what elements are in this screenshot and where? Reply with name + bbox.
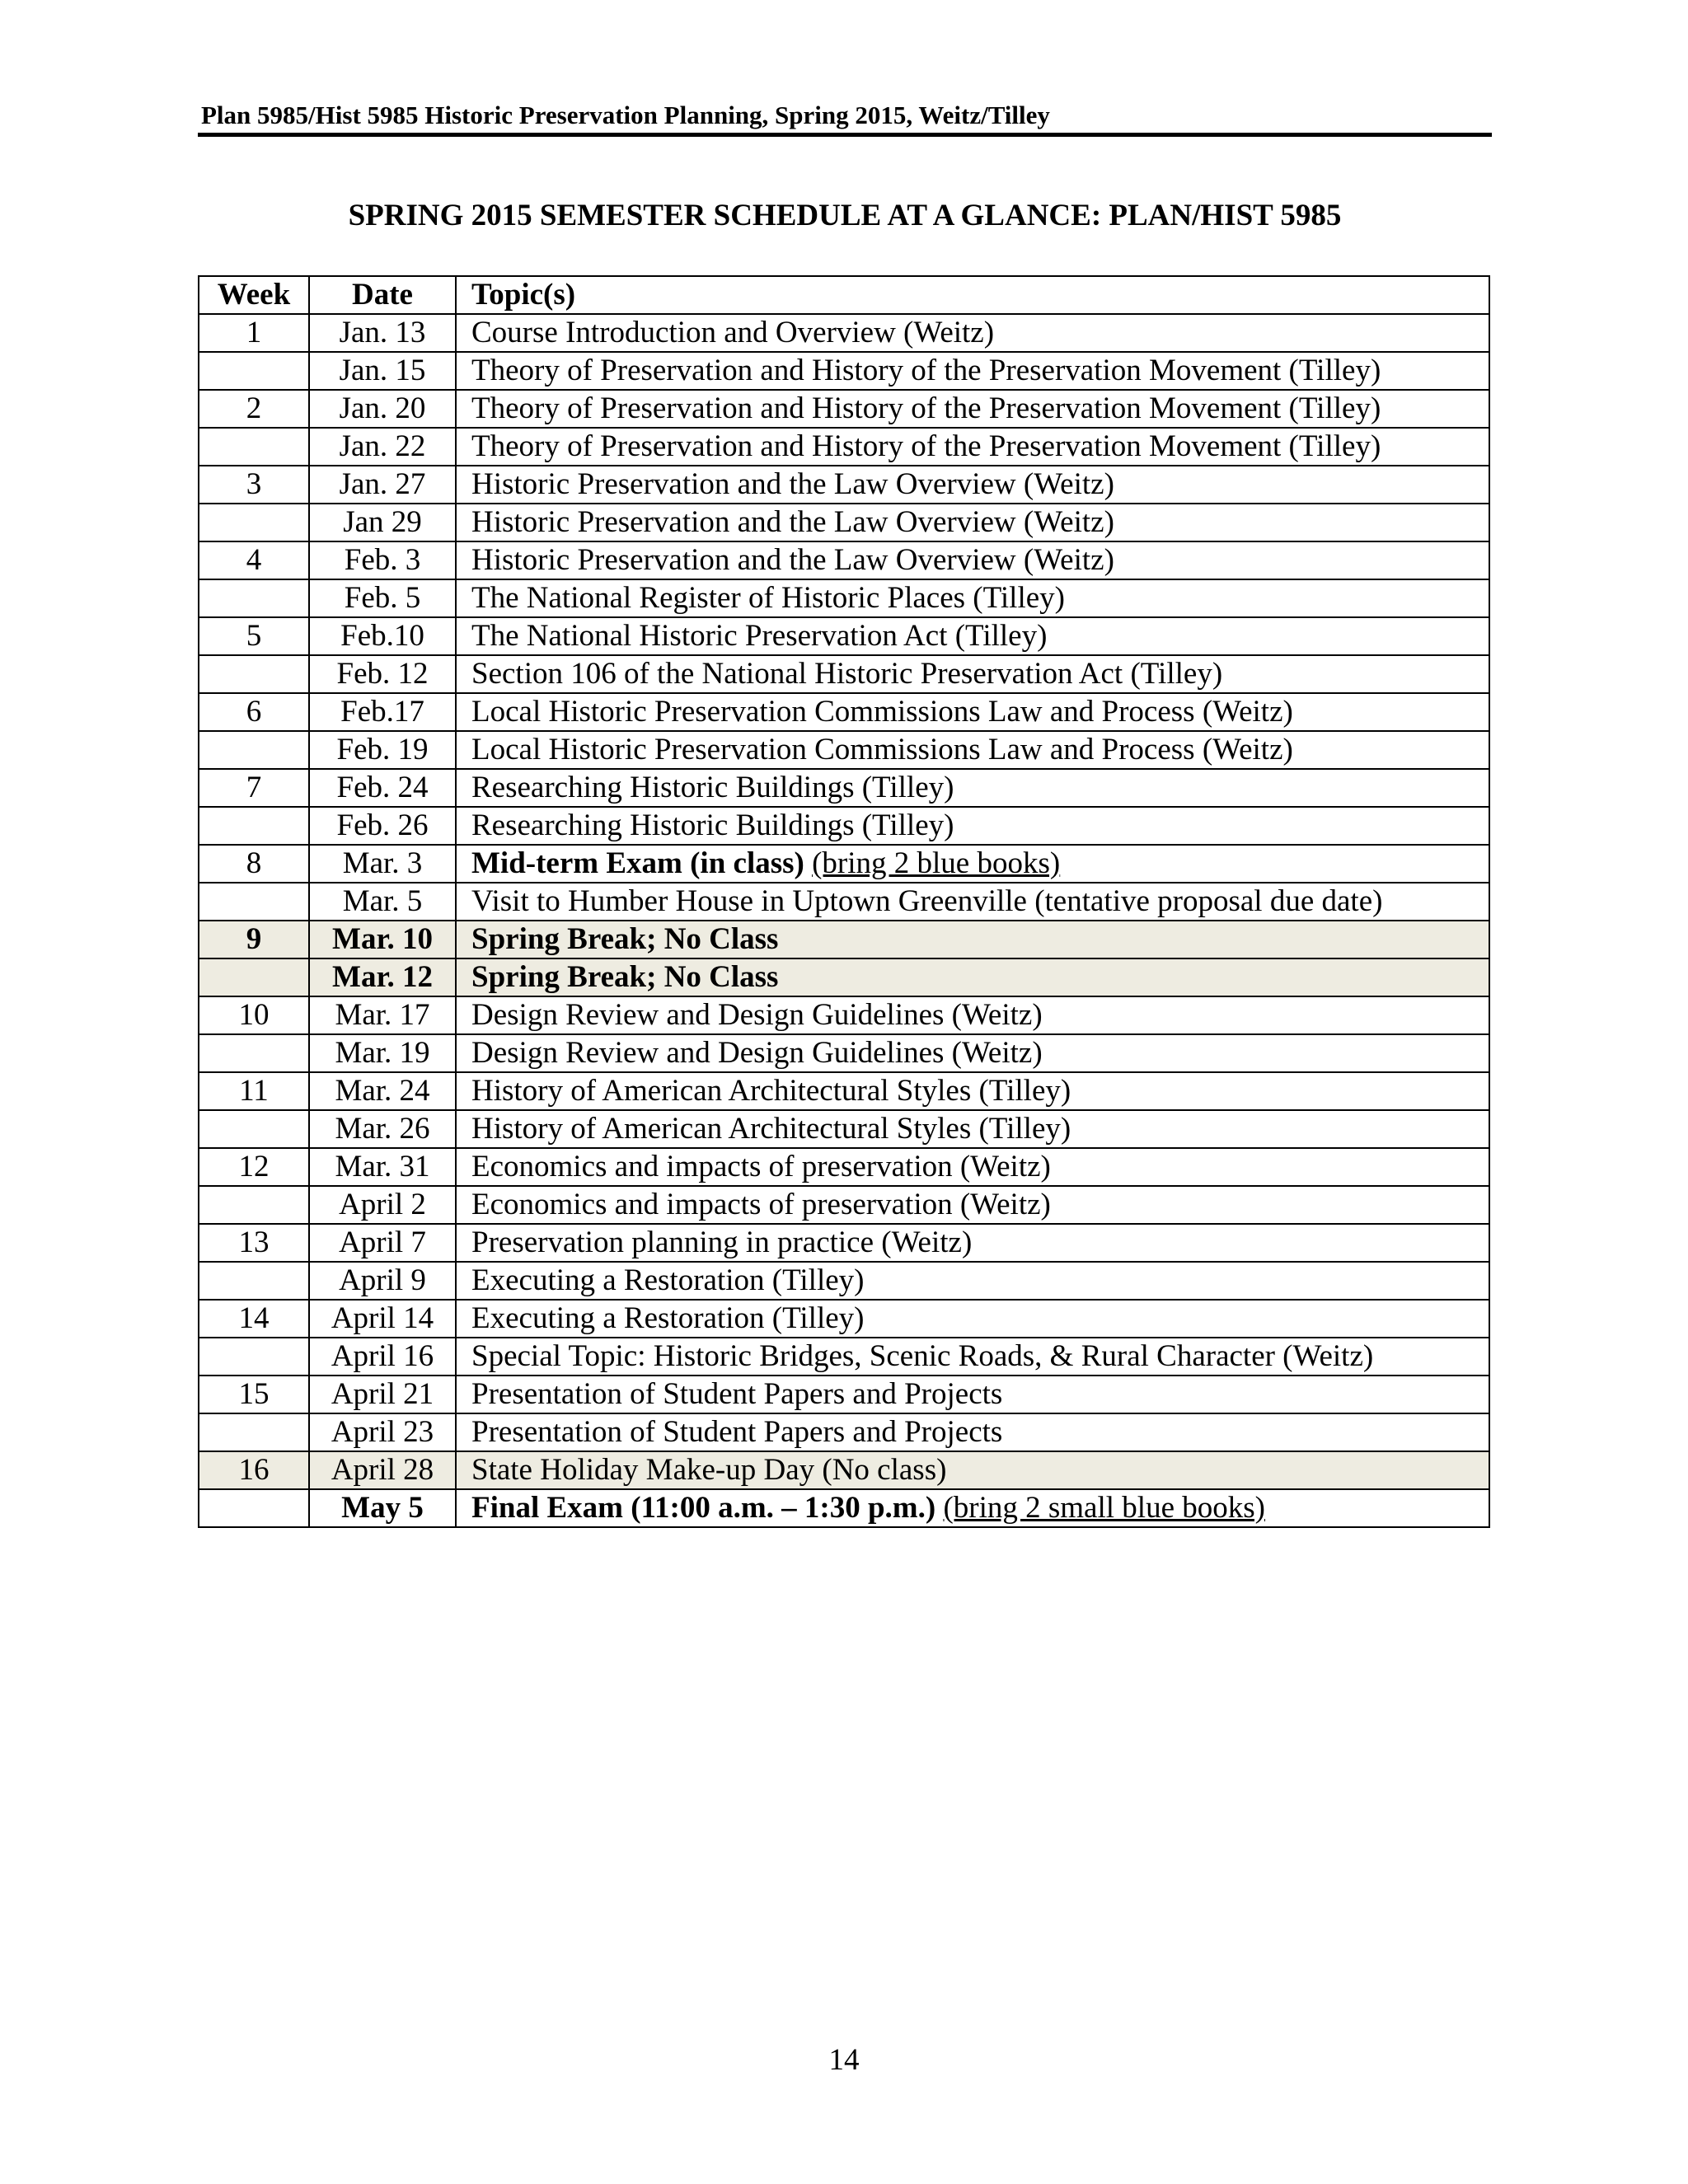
table-row <box>199 1451 1489 1489</box>
cell-week: 6 <box>199 693 309 731</box>
cell-week <box>199 579 309 617</box>
topic-text: Theory of Preservation and History of the Preservation Movement (Tilley) <box>471 429 1381 463</box>
table-row <box>199 541 1489 579</box>
table-row <box>199 466 1489 504</box>
table-row <box>199 352 1489 390</box>
topic-text: History of American Architectural Styles (Tilley) <box>471 1112 1071 1146</box>
cell-topic <box>456 1413 1489 1451</box>
cell-week <box>199 1186 309 1224</box>
cell-week: 1 <box>199 314 309 352</box>
cell-week: 7 <box>199 769 309 807</box>
cell-date: Mar. 19 <box>309 1034 456 1072</box>
topic-text: Theory of Preservation and History of the Preservation Movement (Tilley) <box>471 354 1381 387</box>
cell-week: 4 <box>199 541 309 579</box>
cell-date: Feb. 24 <box>309 769 456 807</box>
cell-topic <box>456 314 1489 352</box>
header-text: Plan 5985/Hist 5985 Historic Preservation Planning, Spring 2015, Weitz/Tilley <box>201 101 1050 129</box>
topic-text: Executing a Restoration (Tilley) <box>471 1301 865 1335</box>
topic-text: Section 106 of the National Historic Preservation Act (Tilley) <box>471 657 1223 691</box>
table-row <box>199 883 1489 921</box>
cell-week <box>199 958 309 996</box>
cell-topic <box>456 958 1489 996</box>
topic-text: Visit to Humber House in Uptown Greenville (tentative proposal due date) <box>471 884 1383 918</box>
cell-week: 2 <box>199 390 309 428</box>
table-row <box>199 1110 1489 1148</box>
topic-text: Presentation of Student Papers and Projects <box>471 1415 1003 1449</box>
topic-text: State Holiday Make-up Day (No class) <box>471 1453 947 1487</box>
cell-date: Mar. 31 <box>309 1148 456 1186</box>
table-header-row <box>199 276 1489 314</box>
topic-text: Historic Preservation and the Law Overview (Weitz) <box>471 467 1114 501</box>
cell-week: 9 <box>199 921 309 958</box>
cell-date: Jan. 27 <box>309 466 456 504</box>
topic-text: History of American Architectural Styles (Tilley) <box>471 1074 1071 1108</box>
topic-text: Historic Preservation and the Law Overview (Weitz) <box>471 505 1114 539</box>
topic-text: Researching Historic Buildings (Tilley) <box>471 808 954 842</box>
cell-topic <box>456 428 1489 466</box>
topic-text: The National Register of Historic Places (Tilley) <box>471 581 1065 615</box>
table-row <box>199 428 1489 466</box>
cell-topic <box>456 1262 1489 1300</box>
table-row <box>199 1034 1489 1072</box>
cell-topic <box>456 1300 1489 1338</box>
table-row <box>199 1072 1489 1110</box>
cell-week <box>199 883 309 921</box>
cell-date: April 2 <box>309 1186 456 1224</box>
cell-date: Feb.10 <box>309 617 456 655</box>
cell-topic <box>456 1148 1489 1186</box>
cell-week: 8 <box>199 845 309 883</box>
table-row <box>199 769 1489 807</box>
cell-week <box>199 1338 309 1376</box>
topic-text: Final Exam (11:00 a.m. – 1:30 p.m.) <box>471 1491 936 1525</box>
cell-week <box>199 655 309 693</box>
page-number: 14 <box>828 2043 860 2077</box>
table-row <box>199 1224 1489 1262</box>
cell-date: April 9 <box>309 1262 456 1300</box>
cell-date: April 14 <box>309 1300 456 1338</box>
topic-text: Special Topic: Historic Bridges, Scenic Roads, & Rural Character (Weitz) <box>471 1339 1374 1373</box>
cell-week: 14 <box>199 1300 309 1338</box>
cell-week: 10 <box>199 996 309 1034</box>
table-row <box>199 314 1489 352</box>
table-row <box>199 1338 1489 1376</box>
cell-week <box>199 1034 309 1072</box>
topic-note: (bring 2 small blue books) <box>943 1491 1265 1525</box>
cell-date: Jan 29 <box>309 504 456 541</box>
schedule-body <box>199 314 1489 1527</box>
cell-topic <box>456 352 1489 390</box>
cell-topic <box>456 541 1489 579</box>
cell-topic <box>456 655 1489 693</box>
cell-week <box>199 1110 309 1148</box>
header-topic: Topic(s) <box>456 276 1489 314</box>
cell-week <box>199 428 309 466</box>
cell-date: April 28 <box>309 1451 456 1489</box>
cell-week: 11 <box>199 1072 309 1110</box>
cell-date: Feb. 5 <box>309 579 456 617</box>
table-row <box>199 390 1489 428</box>
topic-text: Local Historic Preservation Commissions Law and Process (Weitz) <box>471 733 1293 766</box>
cell-topic <box>456 845 1489 883</box>
cell-topic <box>456 1110 1489 1148</box>
topic-text: Mid-term Exam (in class) <box>471 846 804 880</box>
cell-topic <box>456 769 1489 807</box>
cell-week: 13 <box>199 1224 309 1262</box>
header-week: Week <box>199 276 309 314</box>
cell-date: Feb.17 <box>309 693 456 731</box>
cell-date: Mar. 12 <box>309 958 456 996</box>
schedule-table <box>198 275 1490 1528</box>
table-row <box>199 1376 1489 1413</box>
cell-topic <box>456 1451 1489 1489</box>
cell-date: April 7 <box>309 1224 456 1262</box>
cell-date: Mar. 26 <box>309 1110 456 1148</box>
cell-date: Jan. 13 <box>309 314 456 352</box>
table-row <box>199 1413 1489 1451</box>
topic-text: Course Introduction and Overview (Weitz) <box>471 316 995 349</box>
table-row <box>199 693 1489 731</box>
table-row <box>199 996 1489 1034</box>
cell-date: Jan. 22 <box>309 428 456 466</box>
cell-topic <box>456 1072 1489 1110</box>
topic-text: The National Historic Preservation Act (Tilley) <box>471 619 1048 653</box>
cell-topic <box>456 693 1489 731</box>
topic-text: Preservation planning in practice (Weitz) <box>471 1226 973 1259</box>
cell-date: April 16 <box>309 1338 456 1376</box>
cell-date: April 21 <box>309 1376 456 1413</box>
cell-week: 12 <box>199 1148 309 1186</box>
topic-text: Theory of Preservation and History of the Preservation Movement (Tilley) <box>471 391 1381 425</box>
topic-text: Historic Preservation and the Law Overview (Weitz) <box>471 543 1114 577</box>
table-row <box>199 921 1489 958</box>
cell-week <box>199 504 309 541</box>
cell-topic <box>456 1224 1489 1262</box>
cell-date: Feb. 3 <box>309 541 456 579</box>
topic-text: Presentation of Student Papers and Projects <box>471 1377 1003 1411</box>
cell-week: 5 <box>199 617 309 655</box>
cell-week <box>199 1262 309 1300</box>
cell-topic <box>456 1186 1489 1224</box>
topic-text: Executing a Restoration (Tilley) <box>471 1263 865 1297</box>
cell-topic <box>456 1376 1489 1413</box>
table-row <box>199 579 1489 617</box>
cell-topic <box>456 390 1489 428</box>
cell-topic <box>456 807 1489 845</box>
cell-topic <box>456 1489 1489 1527</box>
topic-text: Economics and impacts of preservation (Weitz) <box>471 1188 1051 1221</box>
cell-date: Mar. 5 <box>309 883 456 921</box>
cell-topic <box>456 466 1489 504</box>
cell-topic <box>456 1338 1489 1376</box>
cell-date: Mar. 17 <box>309 996 456 1034</box>
cell-week <box>199 807 309 845</box>
topic-text: Design Review and Design Guidelines (Weitz) <box>471 998 1043 1032</box>
cell-topic <box>456 883 1489 921</box>
topic-text: Economics and impacts of preservation (Weitz) <box>471 1150 1051 1183</box>
table-row <box>199 731 1489 769</box>
topic-text: Local Historic Preservation Commissions Law and Process (Weitz) <box>471 695 1293 729</box>
cell-week <box>199 352 309 390</box>
table-row <box>199 845 1489 883</box>
cell-date: April 23 <box>309 1413 456 1451</box>
cell-date: Jan. 20 <box>309 390 456 428</box>
table-row <box>199 1300 1489 1338</box>
topic-text: Spring Break; No Class <box>471 922 779 956</box>
cell-date: Jan. 15 <box>309 352 456 390</box>
cell-topic <box>456 1034 1489 1072</box>
table-row <box>199 807 1489 845</box>
page-header <box>198 97 1492 137</box>
cell-topic <box>456 731 1489 769</box>
cell-week: 3 <box>199 466 309 504</box>
topic-text: Design Review and Design Guidelines (Weitz) <box>471 1036 1043 1070</box>
cell-topic <box>456 921 1489 958</box>
document-title: SPRING 2015 SEMESTER SCHEDULE AT A GLANCE: PLAN/HIST 5985 <box>348 199 1342 232</box>
topic-text: Spring Break; No Class <box>471 960 779 994</box>
cell-week: 15 <box>199 1376 309 1413</box>
table-row <box>199 1186 1489 1224</box>
cell-topic <box>456 579 1489 617</box>
table-row <box>199 1262 1489 1300</box>
table-row <box>199 1489 1489 1527</box>
cell-date: Feb. 19 <box>309 731 456 769</box>
table-row <box>199 655 1489 693</box>
cell-date: Mar. 10 <box>309 921 456 958</box>
cell-week: 16 <box>199 1451 309 1489</box>
cell-topic <box>456 617 1489 655</box>
cell-date: May 5 <box>309 1489 456 1527</box>
cell-date: Feb. 12 <box>309 655 456 693</box>
cell-date: Mar. 24 <box>309 1072 456 1110</box>
table-row <box>199 958 1489 996</box>
topic-note: (bring 2 blue books) <box>812 846 1061 880</box>
table-row <box>199 1148 1489 1186</box>
cell-date: Feb. 26 <box>309 807 456 845</box>
cell-topic <box>456 996 1489 1034</box>
cell-week <box>199 1489 309 1527</box>
cell-week <box>199 1413 309 1451</box>
header-date: Date <box>309 276 456 314</box>
cell-date: Mar. 3 <box>309 845 456 883</box>
topic-text: Researching Historic Buildings (Tilley) <box>471 771 954 804</box>
table-row <box>199 504 1489 541</box>
cell-week <box>199 731 309 769</box>
cell-topic <box>456 504 1489 541</box>
table-row <box>199 617 1489 655</box>
